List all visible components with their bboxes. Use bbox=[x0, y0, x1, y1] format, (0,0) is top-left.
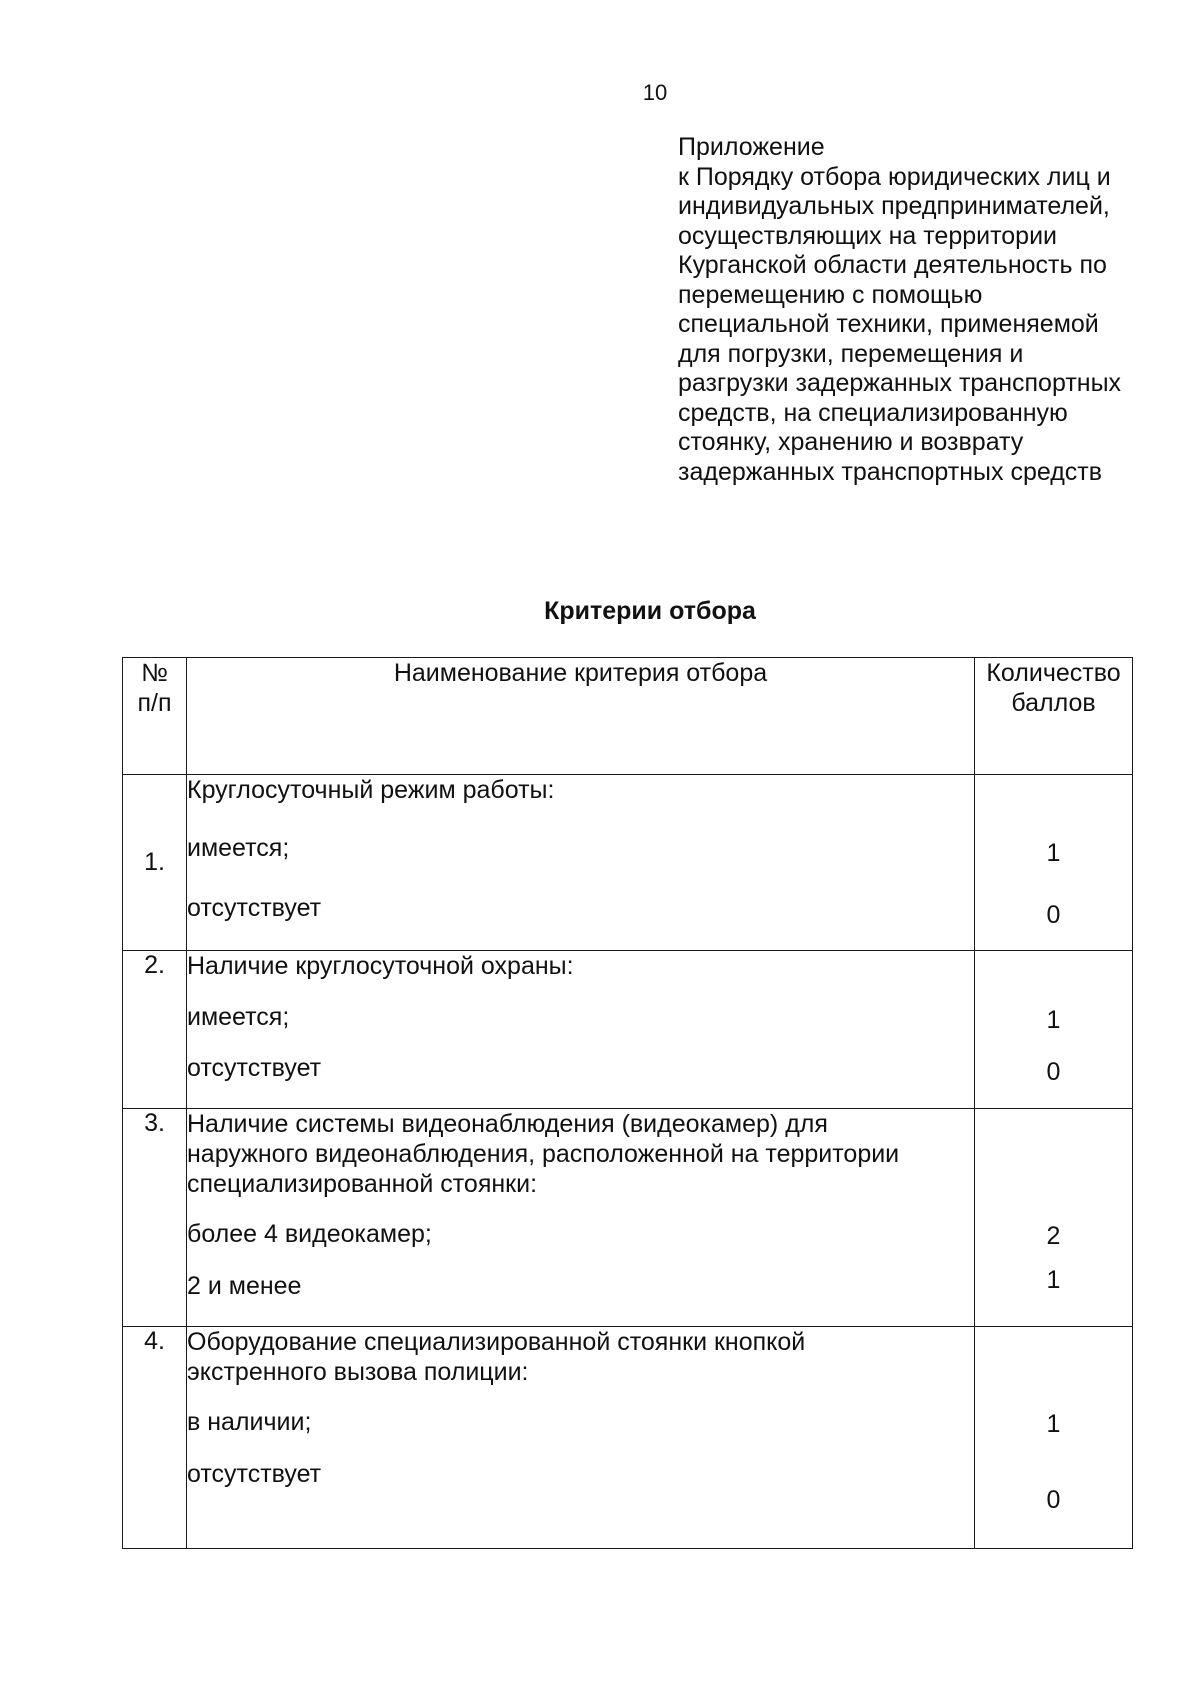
header-points-line: Количество bbox=[986, 659, 1121, 687]
points-value: 0 bbox=[1046, 901, 1061, 929]
appendix-line: средств, на специализированную bbox=[678, 398, 1068, 427]
row-number bbox=[123, 951, 187, 1109]
appendix-line: задержанных транспортных средств bbox=[678, 457, 1103, 486]
table-header-row bbox=[123, 658, 1133, 775]
criterion-option: в наличии; bbox=[187, 1408, 312, 1436]
criterion-heading: Круглосуточный режим работы: bbox=[187, 776, 555, 804]
appendix-line: Курганской области деятельность по bbox=[678, 251, 1107, 279]
row-number bbox=[123, 1109, 187, 1327]
appendix-line: осуществляющих на территории bbox=[678, 221, 1058, 250]
points-cell bbox=[975, 951, 1133, 1109]
criteria-table bbox=[122, 657, 1133, 1549]
appendix-line: индивидуальных предпринимателей, bbox=[678, 192, 1110, 220]
page-number: 10 bbox=[642, 80, 668, 105]
row-number bbox=[123, 775, 187, 951]
criterion-heading: Оборудование специализированной стоянки кнопкой bbox=[187, 1328, 806, 1356]
points-value: 0 bbox=[1046, 1486, 1061, 1514]
appendix-line: для погрузки, перемещения и bbox=[678, 339, 1024, 368]
criterion-heading: специализированной стоянки: bbox=[187, 1170, 538, 1198]
header-criterion-name-text: Наименование критерия отбора bbox=[393, 659, 768, 687]
appendix-line: разгрузки задержанных транспортных bbox=[678, 369, 1122, 397]
row-number bbox=[123, 1327, 187, 1549]
appendix-line: стоянку, хранению и возврату bbox=[678, 428, 1024, 456]
appendix-line: специальной техники, применяемой bbox=[678, 310, 1099, 338]
points-cell bbox=[975, 775, 1133, 951]
criterion-heading: наружного видеонаблюдения, расположенной на территории bbox=[187, 1140, 900, 1168]
header-number-line: п/п bbox=[137, 689, 172, 717]
header-number-line: № bbox=[141, 659, 168, 687]
criterion-cell bbox=[187, 1327, 975, 1549]
row-number-text: 3. bbox=[144, 1109, 165, 1137]
table-row bbox=[123, 1327, 1133, 1549]
criterion-option: отсутствует bbox=[187, 894, 322, 922]
criterion-option: отсутствует bbox=[187, 1460, 322, 1488]
criterion-heading: Наличие круглосуточной охраны: bbox=[187, 952, 574, 980]
row-number-text: 2. bbox=[144, 951, 165, 979]
criterion-heading: экстренного вызова полиции: bbox=[187, 1358, 529, 1386]
appendix-line: к Порядку отбора юридических лиц и bbox=[678, 162, 1111, 191]
criterion-option: более 4 видеокамер; bbox=[187, 1220, 432, 1248]
criterion-option: 2 и менее bbox=[187, 1272, 302, 1300]
document-title: Критерии отбора bbox=[544, 597, 756, 625]
appendix-block bbox=[678, 133, 1178, 487]
table-row bbox=[123, 775, 1133, 951]
appendix-line: перемещению с помощью bbox=[678, 280, 983, 309]
criterion-option: имеется; bbox=[187, 1003, 290, 1031]
criterion-cell bbox=[187, 951, 975, 1109]
criterion-heading: Наличие системы видеонаблюдения (видеокамер) для bbox=[187, 1110, 828, 1138]
table-row bbox=[123, 1109, 1133, 1327]
points-value: 0 bbox=[1046, 1058, 1061, 1086]
points-cell bbox=[975, 1109, 1133, 1327]
criterion-cell bbox=[187, 1109, 975, 1327]
header-points bbox=[975, 658, 1133, 775]
points-value: 1 bbox=[1046, 839, 1061, 867]
points-cell bbox=[975, 1327, 1133, 1549]
row-number-text: 4. bbox=[144, 1327, 165, 1355]
criterion-option: имеется; bbox=[187, 834, 290, 862]
header-number bbox=[123, 658, 187, 775]
row-number-text: 1. bbox=[144, 848, 165, 876]
points-value: 1 bbox=[1046, 1410, 1061, 1438]
table-row bbox=[123, 951, 1133, 1109]
points-value: 2 bbox=[1046, 1222, 1061, 1250]
appendix-line: Приложение bbox=[678, 133, 825, 161]
criterion-option: отсутствует bbox=[187, 1054, 322, 1082]
points-value: 1 bbox=[1046, 1266, 1061, 1294]
header-points-line: баллов bbox=[1011, 689, 1096, 717]
points-value: 1 bbox=[1046, 1006, 1061, 1034]
criterion-cell bbox=[187, 775, 975, 951]
header-criterion-name bbox=[187, 658, 975, 775]
